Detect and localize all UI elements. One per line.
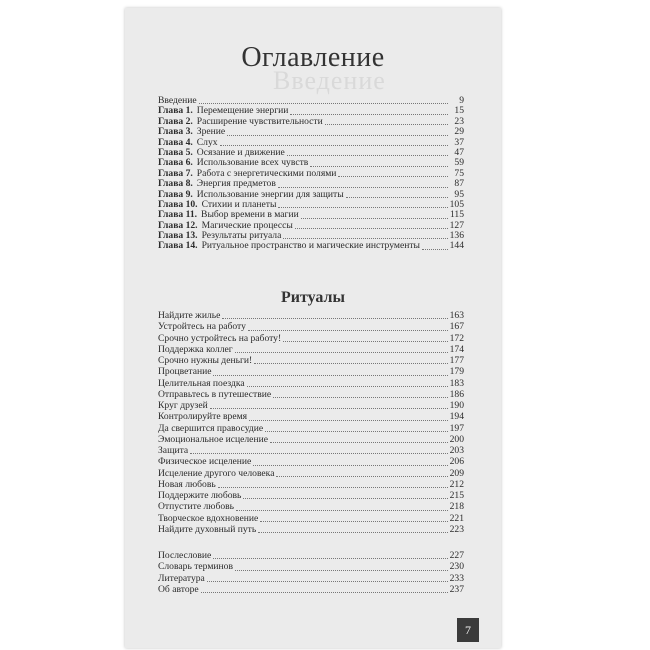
toc-entry-label: Физическое исцеление <box>158 456 252 468</box>
page-title: Оглавление <box>241 42 385 73</box>
toc-chapters <box>158 96 464 252</box>
chapter-number: Глава 10. <box>158 198 198 210</box>
toc-entry-label: Слух <box>196 136 218 148</box>
toc-page-number: 37 <box>454 136 464 148</box>
toc-entry-label: Стихии и планеты <box>201 198 277 210</box>
toc-page-number: 209 <box>449 467 464 479</box>
toc-entry-label: Да свершится правосудие <box>158 422 264 434</box>
leader-dots <box>273 396 447 398</box>
toc-page-number: 179 <box>449 366 464 378</box>
leader-dots <box>422 248 448 250</box>
chapter-number: Глава 12. <box>158 219 198 231</box>
toc-entry-label: Новая любовь <box>158 478 216 490</box>
leader-dots <box>283 340 447 342</box>
toc-row <box>158 179 464 189</box>
leader-dots <box>190 452 447 454</box>
toc-row <box>158 550 464 561</box>
toc-row <box>158 501 464 512</box>
toc-row <box>158 524 464 535</box>
leader-dots <box>248 329 448 331</box>
rituals-heading: Ритуалы <box>280 289 346 306</box>
toc-entry-label: Осязание и движение <box>196 146 285 158</box>
leader-dots <box>287 154 448 156</box>
toc-entry-label: Работа с энергетическими полями <box>196 167 337 179</box>
leader-dots <box>243 497 447 499</box>
toc-entry-label: Эмоциональное исцеление <box>158 433 268 445</box>
toc-entry-label: Устройтесь на работу <box>158 321 246 333</box>
toc-entry-label: Срочно устройтесь на работу! <box>158 332 282 344</box>
leader-dots <box>235 569 448 571</box>
toc-row <box>158 389 464 400</box>
chapter-number: Глава 2. <box>158 115 193 127</box>
toc-page-number: 9 <box>459 94 464 106</box>
toc-entry-label: Введение <box>158 94 197 106</box>
leader-dots <box>290 113 448 115</box>
toc-page-number: 223 <box>449 523 464 535</box>
toc-entry-label: Срочно нужны деньги! <box>158 355 253 366</box>
toc-entry-label: Контролируйте время <box>158 411 248 423</box>
toc-row <box>158 333 464 344</box>
toc-row <box>158 366 464 377</box>
toc-page-number: 197 <box>449 422 464 434</box>
toc-page-number: 177 <box>449 355 464 366</box>
toc-row <box>158 479 464 490</box>
toc-entry-label: Творческое вдохновение <box>158 512 259 524</box>
toc-entry-label: Послесловие <box>158 550 212 561</box>
toc-entry-label: Перемещение энергии <box>196 105 289 117</box>
toc-row <box>158 573 464 584</box>
chapter-number: Глава 8. <box>158 178 193 190</box>
ritual-list <box>158 310 464 535</box>
toc-row <box>158 344 464 355</box>
toc-row <box>158 378 464 389</box>
toc-page-number: 212 <box>449 478 464 490</box>
toc-page-number: 194 <box>449 411 464 423</box>
chapter-list <box>158 106 464 251</box>
chapter-number: Глава 14. <box>158 240 198 252</box>
watermark-text: Введение <box>273 66 386 95</box>
toc-page-number: 203 <box>449 445 464 456</box>
toc-page-number: 47 <box>454 146 464 158</box>
chapter-number: Глава 3. <box>158 126 193 138</box>
toc-entry-label: Отпустите любовь <box>158 501 235 513</box>
leader-dots <box>207 580 448 582</box>
toc-row <box>158 584 464 595</box>
toc-entry-label: Результаты ритуала <box>201 230 282 242</box>
leader-dots <box>222 317 447 319</box>
leader-dots <box>338 175 448 177</box>
toc-row <box>158 310 464 321</box>
leader-dots <box>235 351 448 353</box>
toc-row <box>158 355 464 366</box>
toc-page-number: 75 <box>454 167 464 179</box>
chapter-number: Глава 11. <box>158 209 198 221</box>
toc-entry-label: Зрение <box>196 126 226 138</box>
toc-page-number: 105 <box>449 198 464 210</box>
page-number-badge: 7 <box>457 618 479 642</box>
leader-dots <box>247 385 448 387</box>
toc-entry-label: Об авторе <box>158 583 199 595</box>
leader-dots <box>201 591 448 593</box>
toc-entry-label: Расширение чувствительности <box>196 115 323 127</box>
leader-dots <box>220 144 448 146</box>
toc-page-number: 167 <box>449 321 464 333</box>
leader-dots <box>258 531 447 533</box>
leader-dots <box>253 464 447 466</box>
leader-dots <box>249 419 448 421</box>
leader-dots <box>210 407 448 409</box>
toc-page-number: 15 <box>454 105 464 117</box>
toc-entry-label: Процветание <box>158 366 212 378</box>
toc-entry-label: Ритуальное пространство и магические инструменты <box>201 240 421 252</box>
leader-dots <box>213 557 447 559</box>
leader-dots <box>227 134 448 136</box>
toc-page-number: 221 <box>449 512 464 524</box>
toc-entry-label: Исцеление другого человека <box>158 467 275 479</box>
toc-page-number: 230 <box>449 561 464 573</box>
toc-row <box>158 561 464 572</box>
toc-page-number: 87 <box>454 178 464 190</box>
toc-page-number: 59 <box>454 157 464 169</box>
toc-entry-label: Магические процессы <box>201 219 293 231</box>
toc-row <box>158 456 464 467</box>
toc-entry-label: Поддержите любовь <box>158 490 242 501</box>
toc-entry-label: Круг друзей <box>158 400 208 411</box>
chapter-number: Глава 7. <box>158 167 193 179</box>
leader-dots <box>295 227 448 229</box>
chapter-number: Глава 6. <box>158 157 193 169</box>
toc-page-number: 174 <box>449 343 464 355</box>
leader-dots <box>260 520 447 522</box>
toc-entry-label: Целительная поездка <box>158 377 245 389</box>
toc-row <box>158 434 464 445</box>
leader-dots <box>270 441 448 443</box>
toc-entry-label: Энергия предметов <box>196 178 276 190</box>
toc-page-number: 127 <box>449 219 464 231</box>
leader-dots <box>265 430 447 432</box>
leader-dots <box>276 475 447 477</box>
chapter-number: Глава 13. <box>158 230 198 242</box>
toc-page-number: 218 <box>449 501 464 513</box>
leader-dots <box>213 374 447 376</box>
toc-entry-label: Отправьтесь в путешествие <box>158 388 272 400</box>
toc-row <box>158 411 464 422</box>
toc-page-number: 95 <box>454 188 464 200</box>
chapter-number: Глава 1. <box>158 105 193 117</box>
toc-row <box>158 400 464 411</box>
toc-entry-label: Литература <box>158 572 205 584</box>
toc-page-number: 115 <box>449 209 464 221</box>
toc-row <box>158 513 464 524</box>
leader-dots <box>254 362 447 364</box>
toc-entry-label: Защита <box>158 445 189 456</box>
leader-dots <box>301 217 448 219</box>
toc-page-number: 233 <box>449 572 464 584</box>
chapter-number: Глава 4. <box>158 136 193 148</box>
leader-dots <box>346 196 448 198</box>
leader-dots <box>283 237 447 239</box>
leader-dots <box>278 206 447 208</box>
leader-dots <box>325 123 448 125</box>
toc-entry-label: Найдите духовный путь <box>158 523 257 535</box>
toc-page-number: 186 <box>449 388 464 400</box>
leader-dots <box>310 165 448 167</box>
toc-page-number: 136 <box>449 230 464 242</box>
toc-page-number: 172 <box>449 332 464 344</box>
toc-page-number: 29 <box>454 126 464 138</box>
toc-entry-label: Найдите жилье <box>158 310 221 321</box>
toc-page-number: 200 <box>449 433 464 445</box>
toc-page-number: 144 <box>449 240 464 252</box>
toc-page-number: 227 <box>449 550 464 561</box>
toc-page-number: 23 <box>454 115 464 127</box>
toc-page-number: 190 <box>449 400 464 411</box>
leader-dots <box>278 186 448 188</box>
toc-row <box>158 127 464 137</box>
toc-page-number: 237 <box>449 583 464 595</box>
leader-dots <box>199 102 448 104</box>
toc-row <box>158 241 464 251</box>
toc-row <box>158 321 464 332</box>
toc-entry-label: Словарь терминов <box>158 561 233 573</box>
toc-page-number: 183 <box>449 377 464 389</box>
toc-row <box>158 423 464 434</box>
toc-entry-label: Поддержка коллег <box>158 343 233 355</box>
chapter-number: Глава 5. <box>158 146 193 158</box>
toc-entry-label: Использование энергии для защиты <box>196 188 344 200</box>
toc-row <box>158 445 464 456</box>
toc-row <box>158 490 464 501</box>
leader-dots <box>218 486 448 488</box>
toc-page-number: 206 <box>449 456 464 468</box>
appendix-list <box>158 550 464 595</box>
toc-page-number: 215 <box>449 490 464 501</box>
toc-entry-label: Использование всех чувств <box>196 157 309 169</box>
toc-entry-label: Выбор времени в магии <box>201 209 299 221</box>
book-page <box>125 8 501 648</box>
chapter-number: Глава 9. <box>158 188 193 200</box>
toc-row <box>158 468 464 479</box>
toc-page-number: 163 <box>449 310 464 321</box>
leader-dots <box>236 509 448 511</box>
